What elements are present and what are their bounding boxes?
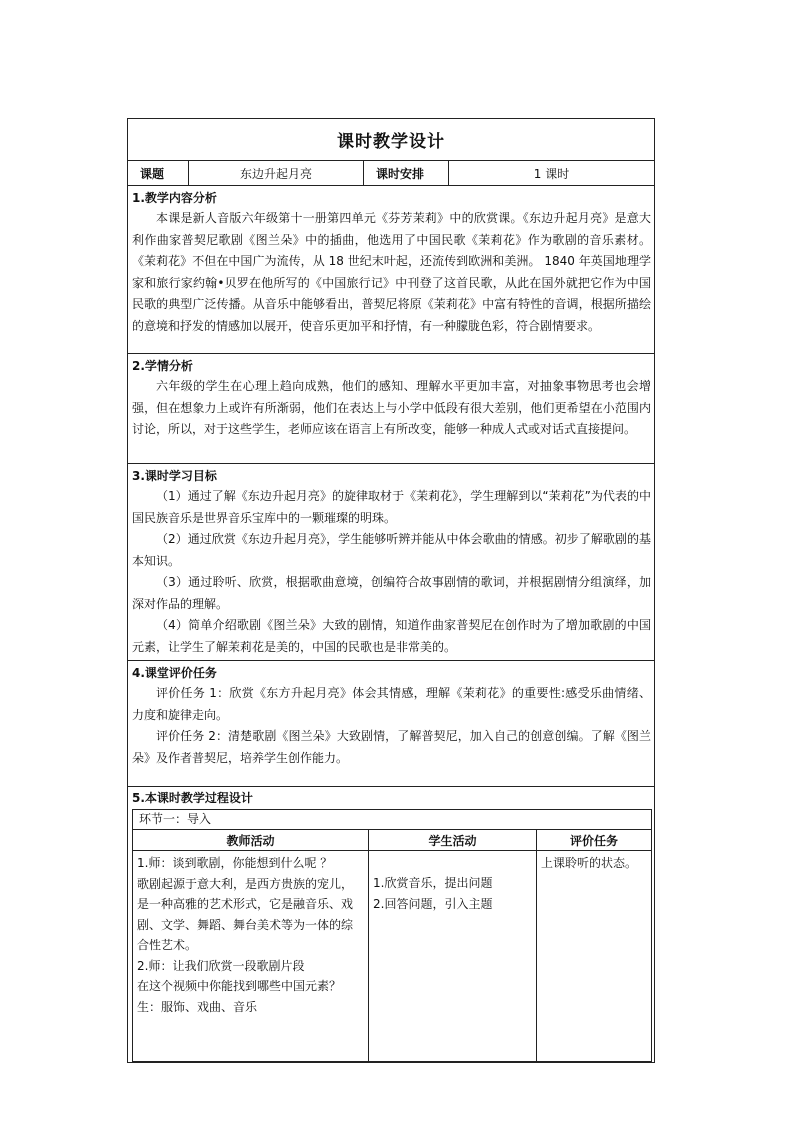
- section-heading: 4.课堂评价任务: [132, 666, 217, 680]
- lesson-plan-table: [127, 118, 655, 1063]
- task-paragraph: 评价任务 2：清楚歌剧《图兰朵》大致剧情，了解普契尼，加入自己的创意创编。了解《图兰朵》及作者普契尼，培养学生创作能力。: [132, 729, 651, 765]
- link-label: 环节一：导入: [133, 810, 652, 830]
- evaluation-line: 上课聆听的状态。: [541, 856, 638, 870]
- lesson-plan-page: [127, 118, 654, 1063]
- teacher-line: 歌剧起源于意大利，是西方贵族的宠儿，是一种高雅的艺术形式，它是融音乐、戏剧、文学、舞蹈、舞台美术等为一体的综合性艺术。: [137, 876, 354, 952]
- process-table: [132, 809, 652, 1062]
- goal-paragraph: （1）通过了解《东边升起月亮》的旋律取材于《茉莉花》，学生理解到以“茉莉花”为代表的中国民族音乐是世界音乐宝库中的一颗璀璨的明珠。: [132, 489, 651, 525]
- section-paragraph: 六年级的学生在心理上趋向成熟，他们的感知、理解水平更加丰富，对抽象事物思考也会增强，但在想象力上或许有所渐弱，他们在表达上与小学中低段有很大差别，他们更希望在小范围内讨论，所以，对于这些学生，老师应该在语言上有所改变，能够一种成人式或对话式直接提问。: [132, 379, 651, 436]
- section-learning-goals: [128, 464, 655, 661]
- teacher-line: 1.师：谈到歌剧，你能想到什么呢 ？: [137, 856, 333, 870]
- column-header-evaluation: 评价任务: [537, 830, 652, 851]
- section-content-analysis: [128, 186, 655, 354]
- section-learner-analysis: [128, 354, 655, 464]
- student-line: 2.回答问题，引入主题: [373, 896, 493, 911]
- topic-label: 课题: [128, 161, 189, 186]
- goal-paragraph: （2）通过欣赏《东边升起月亮》，学生能够听辨并能从中体会歌曲的情感。初步了解歌剧的基本知识。: [132, 532, 651, 568]
- section-heading: 5.本课时教学过程设计: [132, 791, 253, 805]
- goal-paragraph: （3）通过聆听、欣赏，根据歌曲意境，创编符合故事剧情的歌词，并根据剧情分组演绎，加深对作品的理解。: [132, 575, 651, 611]
- column-header-student: 学生活动: [369, 830, 537, 851]
- section-heading: 2.学情分析: [132, 359, 193, 373]
- page-title: 课时教学设计: [128, 119, 655, 161]
- topic-value: 东边升起月亮: [189, 161, 364, 186]
- schedule-value: 1 课时: [449, 161, 655, 186]
- task-paragraph: 评价任务 1：欣赏《东方升起月亮》体会其情感，理解《茉莉花》的重要性:感受乐曲情绪、力度和旋律走向。: [132, 686, 651, 722]
- section-heading: 3.课时学习目标: [132, 469, 217, 483]
- goal-paragraph: （4）简单介绍歌剧《图兰朵》大致的剧情，知道作曲家普契尼在创作时为了增加歌剧的中国元素，让学生了解茉莉花是美的，中国的民歌也是非常美的。: [132, 618, 651, 654]
- teacher-line: 生：服饰、戏曲、音乐: [137, 999, 258, 1014]
- section-evaluation-tasks: [128, 661, 655, 787]
- teacher-line: 2.师：让我们欣赏一段歌剧片段: [137, 958, 305, 973]
- teacher-line: 在这个视频中你能找到哪些中国元素？: [137, 979, 342, 993]
- teacher-activity-cell: [133, 851, 369, 1062]
- evaluation-task-cell: [537, 851, 652, 1062]
- student-activity-cell: [369, 851, 537, 1062]
- column-header-teacher: 教师活动: [133, 830, 369, 851]
- section-teaching-process: [128, 787, 655, 1063]
- student-line: 1.欣赏音乐，提出问题: [373, 876, 493, 890]
- section-heading: 1.教学内容分析: [132, 191, 217, 205]
- schedule-label: 课时安排: [364, 161, 449, 186]
- section-paragraph: 本课是新人音版六年级第十一册第四单元《芬芳茉莉》中的欣赏课。《东边升起月亮》是意大利作曲家普契尼歌剧《图兰朵》中的插曲，他选用了中国民歌《茉莉花》作为歌剧的音乐素材。《茉莉花》不但在中国广为流传，从 18 世纪末叶起，还流传到欧洲和美洲。 1840 年英国地理学家和旅行家约翰•贝罗在他所写的《中国旅行记》中刊登了这首民歌，从此在国外就把它作为中国民歌的典型广泛传播。从音乐中能够看出，普契尼将原《茉莉花》中富有特性的音调，根据所描绘的意境和抒发的情感加以展开，使音乐更加平和抒情，有一种朦胧色彩，符合剧情要求。: [132, 211, 651, 333]
